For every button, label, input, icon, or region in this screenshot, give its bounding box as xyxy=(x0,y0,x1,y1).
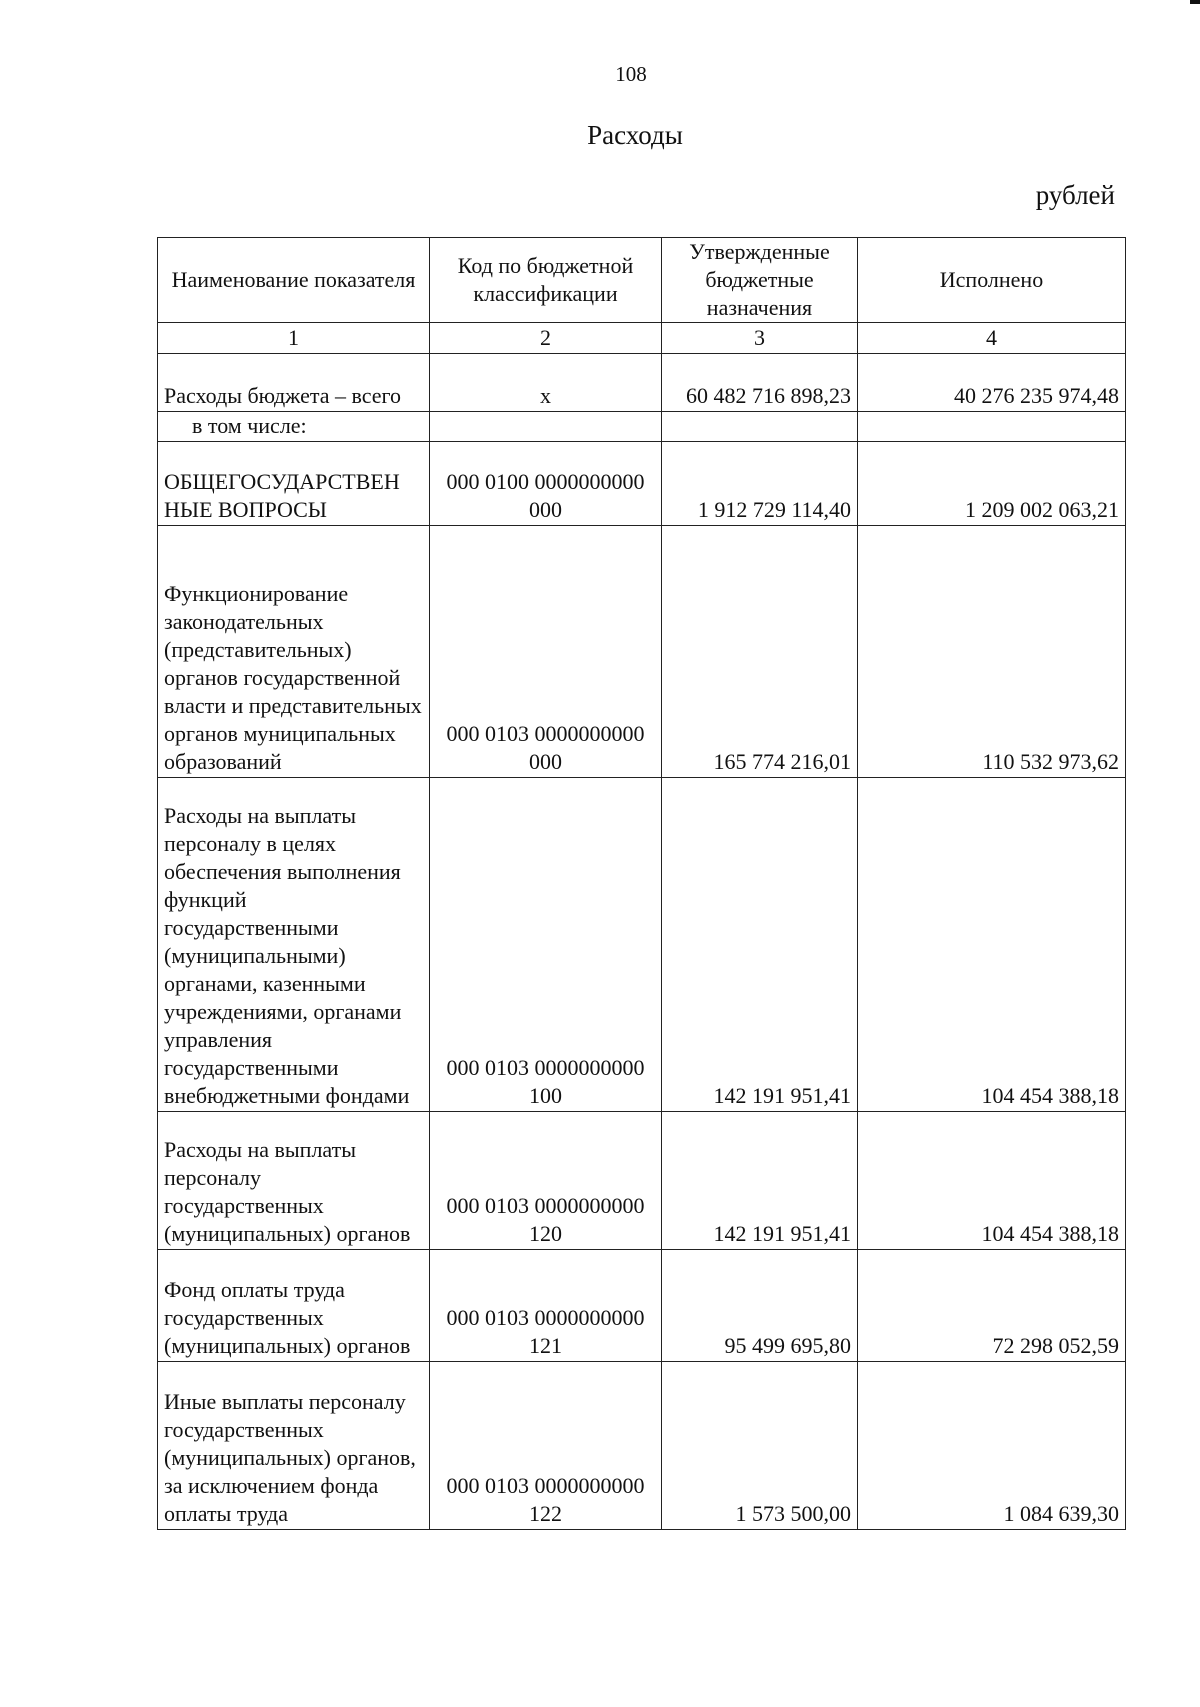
table-row xyxy=(158,354,1126,412)
table-row xyxy=(158,1362,1126,1530)
row-code: 000 0103 0000000000 100 xyxy=(430,778,662,1112)
row-approved xyxy=(662,412,858,442)
row-executed: 1 084 639,30 xyxy=(858,1362,1126,1530)
column-number-row xyxy=(158,323,1126,354)
header-name: Наименование показателя xyxy=(158,238,430,323)
row-name: Расходы на выплаты персоналу в целях обеспечения выполнения функций государственными (муниципальными) органами, казенными учреждениями, органами управления государственными внебюджетными фондами xyxy=(158,778,430,1112)
row-executed xyxy=(858,412,1126,442)
table-row xyxy=(158,778,1126,1112)
column-number: 3 xyxy=(662,323,858,354)
table-row xyxy=(158,1112,1126,1250)
row-name: Расходы на выплаты персоналу государственных (муниципальных) органов xyxy=(158,1112,430,1250)
table-row xyxy=(158,526,1126,778)
row-code: 000 0100 0000000000 000 xyxy=(430,442,662,526)
row-approved: 142 191 951,41 xyxy=(662,778,858,1112)
row-name: в том числе: xyxy=(158,412,430,442)
row-executed: 72 298 052,59 xyxy=(858,1250,1126,1362)
header-approved: Утвержденные бюджетные назначения xyxy=(662,238,858,323)
row-executed: 104 454 388,18 xyxy=(858,778,1126,1112)
column-number: 1 xyxy=(158,323,430,354)
row-code: 000 0103 0000000000 122 xyxy=(430,1362,662,1530)
row-approved: 60 482 716 898,23 xyxy=(662,354,858,412)
row-approved: 142 191 951,41 xyxy=(662,1112,858,1250)
row-executed: 110 532 973,62 xyxy=(858,526,1126,778)
corner-mark xyxy=(1190,0,1200,4)
row-code xyxy=(430,412,662,442)
row-code: 000 0103 0000000000 120 xyxy=(430,1112,662,1250)
column-number: 4 xyxy=(858,323,1126,354)
row-name: ОБЩЕГОСУДАРСТВЕН НЫЕ ВОПРОСЫ xyxy=(158,442,430,526)
row-approved: 165 774 216,01 xyxy=(662,526,858,778)
row-name: Иные выплаты персоналу государственных (муниципальных) органов, за исключением фонда оплаты труда xyxy=(158,1362,430,1530)
column-number: 2 xyxy=(430,323,662,354)
page-title: Расходы xyxy=(587,120,683,150)
row-executed: 1 209 002 063,21 xyxy=(858,442,1126,526)
expenses-table xyxy=(157,237,1126,1530)
page-number: 108 xyxy=(615,62,647,86)
row-name: Расходы бюджета – всего xyxy=(158,354,430,412)
row-approved: 1 573 500,00 xyxy=(662,1362,858,1530)
row-approved: 1 912 729 114,40 xyxy=(662,442,858,526)
table-row xyxy=(158,412,1126,442)
row-executed: 104 454 388,18 xyxy=(858,1112,1126,1250)
table-row xyxy=(158,1250,1126,1362)
header-code: Код по бюджетной классификации xyxy=(430,238,662,323)
unit-label: рублей xyxy=(1035,180,1115,210)
table-row xyxy=(158,442,1126,526)
header-row xyxy=(158,238,1126,323)
row-name: Функционирование законодательных (представительных) органов государственной власти и представительных органов муниципальных образований xyxy=(158,526,430,778)
row-code: 000 0103 0000000000 121 xyxy=(430,1250,662,1362)
header-executed: Исполнено xyxy=(858,238,1126,323)
row-executed: 40 276 235 974,48 xyxy=(858,354,1126,412)
row-name: Фонд оплаты труда государственных (муниципальных) органов xyxy=(158,1250,430,1362)
row-code: x xyxy=(430,354,662,412)
row-approved: 95 499 695,80 xyxy=(662,1250,858,1362)
row-code: 000 0103 0000000000 000 xyxy=(430,526,662,778)
